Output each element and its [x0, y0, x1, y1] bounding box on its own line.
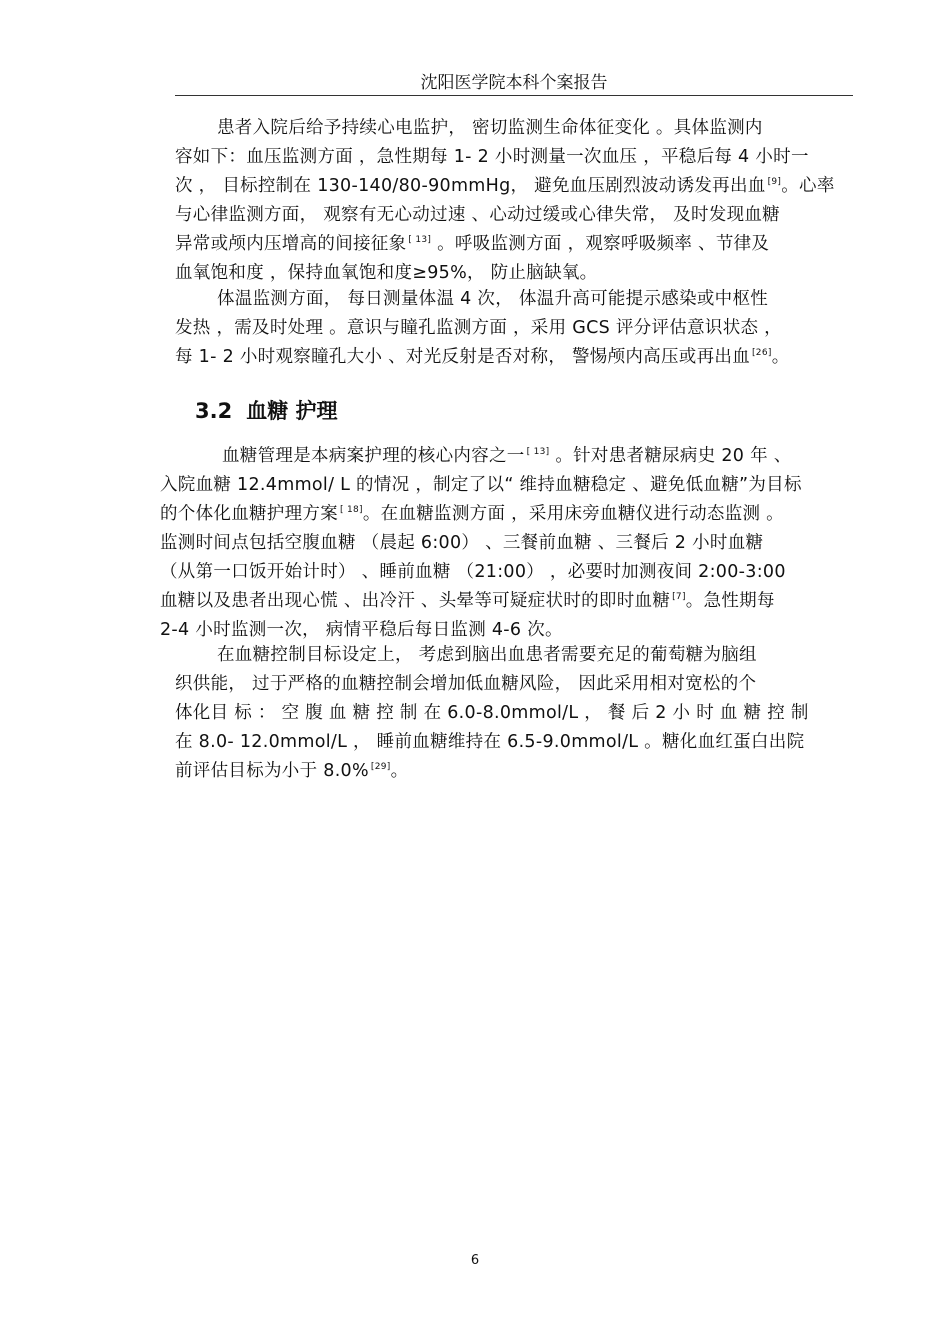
paragraph-temperature: [175, 285, 855, 372]
text-line-content: 。在血糖监测方面 ，采用床旁血糖仪进行动态监测 。: [362, 504, 784, 524]
text-line-content: 。心率: [781, 176, 835, 196]
citation: [26]: [752, 348, 772, 358]
text-line-content: 。: [390, 761, 409, 781]
text-line: [160, 442, 860, 471]
text-line: 与心律监测方面， 观察有无心动过速 、心动过缓或心律失常， 及时发现血糖: [175, 205, 780, 225]
text-line: （从第一口饭开始计时） 、睡前血糖 （21:00） ，必要时加测夜间 2:00-3:00: [160, 562, 786, 582]
text-line-content: 每 1- 2 小时观察瞳孔大小 、对光反射是否对称， 警惕颅内高压或再出血: [175, 347, 750, 367]
text-line: [160, 500, 860, 529]
text-line: 2-4 小时监测一次， 病情平稳后每日监测 4-6 次。: [160, 620, 563, 640]
text-line: [175, 757, 855, 786]
text-line-content: 前评估目标为小于 8.0%: [175, 761, 369, 781]
text-line: 在 8.0- 12.0mmol/L ， 睡前血糖维持在 6.5-9.0mmol/L 。糖化血红蛋白出院: [175, 732, 805, 752]
paragraph-glucose-targets: [175, 641, 855, 786]
text-line: 发热 ，需及时处理 。意识与瞳孔监测方面 ，采用 GCS 评分评估意识状态 ，: [175, 318, 782, 338]
text-line: [175, 230, 855, 259]
text-line: [175, 343, 855, 372]
text-line-content: 异常或颅内压增高的间接征象: [175, 234, 407, 254]
running-header: 沈阳医学院本科个案报告: [420, 73, 608, 93]
section-number: 3.2: [195, 399, 233, 423]
text-line-content: 血糖管理是本病案护理的核心内容之一: [222, 446, 525, 466]
text-line-content: 体温监测方面， 每日测量体温 4 次， 体温升高可能提示感染或中枢性: [217, 289, 769, 309]
text-line-content: 次 ， 目标控制在 130-140/80-90mmHg， 避免血压剧烈波动诱发再出血: [175, 176, 766, 196]
text-line: [160, 587, 860, 616]
text-line: [175, 114, 855, 143]
text-line-content: 。: [771, 347, 790, 367]
text-line: [175, 172, 855, 201]
citation: [ 13]: [408, 235, 432, 245]
section-heading: [195, 396, 338, 426]
text-line: [175, 285, 855, 314]
text-line: 容如下：血压监测方面 ，急性期每 1- 2 小时测量一次血压 ，平稳后每 4 小时一: [175, 147, 809, 167]
text-line-content: 。呼吸监测方面 ，观察呼吸频率 、节律及: [431, 234, 770, 254]
text-line-content: 。急性期每: [685, 591, 775, 611]
page-number: 6: [470, 1253, 480, 1268]
text-line: 体化目 标 ： 空 腹 血 糖 控 制 在 6.0-8.0mmol/L ， 餐 后 2 小 时 血 糖 控 制: [175, 703, 809, 723]
text-line: 织供能， 过于严格的血糖控制会增加低血糖风险， 因此采用相对宽松的个: [175, 674, 757, 694]
text-line: [175, 641, 855, 670]
text-line-content: 血糖以及患者出现心慌 、出冷汗 、头晕等可疑症状时的即时血糖: [160, 591, 671, 611]
header-rule: [175, 95, 853, 96]
paragraph-monitoring: [175, 114, 855, 288]
text-line-content: 的个体化血糖护理方案: [160, 504, 338, 524]
paragraph-glucose-management: [160, 442, 860, 645]
citation: [ 18]: [340, 505, 363, 515]
text-line: 监测时间点包括空腹血糖 （晨起 6:00） 、三餐前血糖 、三餐后 2 小时血糖: [160, 533, 764, 553]
text-line: 血氧饱和度 ，保持血氧饱和度≥95%， 防止脑缺氧。: [175, 263, 598, 283]
citation: [7]: [672, 592, 686, 602]
citation: [ 13]: [526, 447, 550, 457]
citation: [9]: [767, 177, 782, 187]
text-line: 入院血糖 12.4mmol/ L 的情况 ，制定了以“ 维持血糖稳定 、避免低血糖”为目标: [160, 475, 802, 495]
section-title: 血糖 护理: [246, 399, 338, 423]
text-line-content: 患者入院后给予持续心电监护， 密切监测生命体征变化 。具体监测内: [217, 118, 763, 138]
text-line-content: 在血糖控制目标设定上， 考虑到脑出血患者需要充足的葡萄糖为脑组: [217, 645, 757, 665]
text-line-content: 。针对患者糖尿病史 20 年 、: [549, 446, 792, 466]
citation: [29]: [370, 762, 391, 772]
